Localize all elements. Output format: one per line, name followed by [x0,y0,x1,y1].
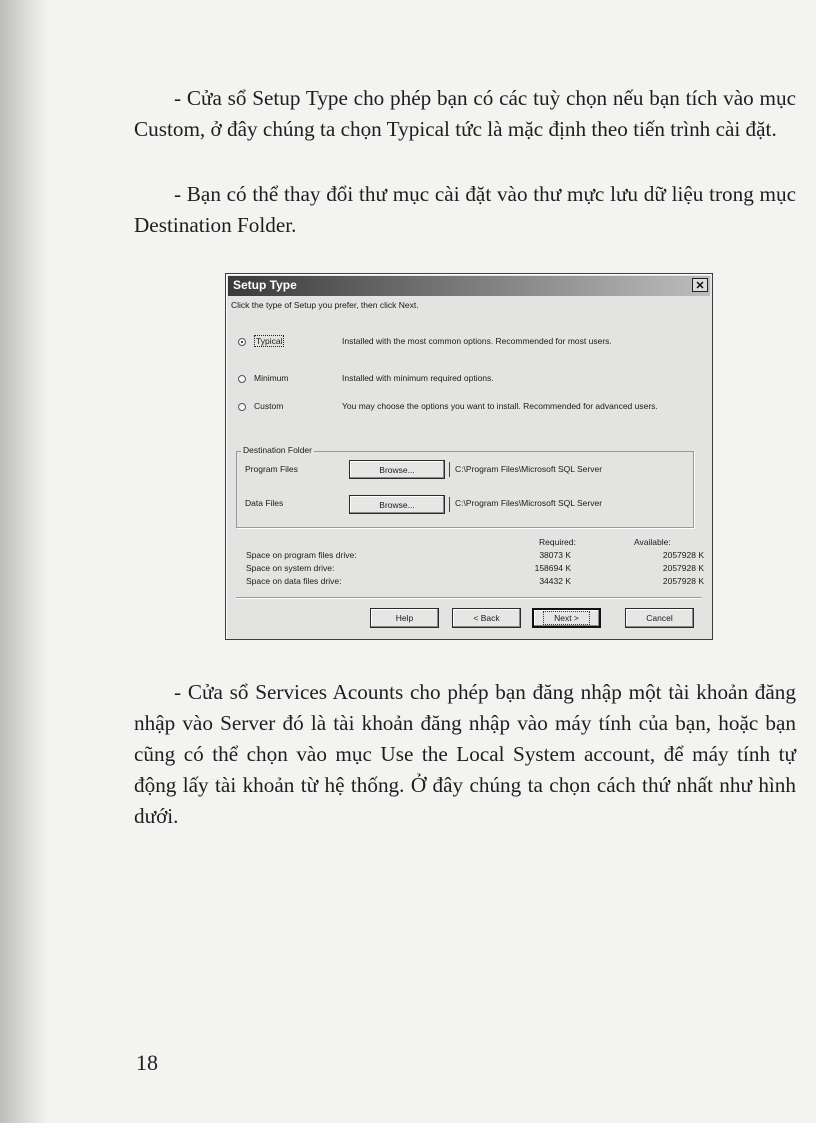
data-files-label: Data Files [245,498,284,508]
program-files-browse-button[interactable]: Browse... [349,460,445,479]
page-number: 18 [136,1050,158,1075]
help-button[interactable]: Help [370,608,439,628]
close-icon [696,281,704,289]
space-system-required: 158694 K [534,563,571,573]
dialog-titlebar [228,276,710,296]
path-divider [449,462,450,477]
space-system-label: Space on system drive: [246,563,335,573]
space-program-required: 38073 K [539,550,571,560]
setup-type-dialog [225,273,713,640]
next-button-label: Next > [543,611,590,625]
option-minimum-description: Installed with minimum required options. [342,373,494,383]
dialog-title: Setup Type [233,278,297,292]
close-button[interactable] [692,278,708,292]
option-custom-description: You may choose the options you want to install. Recommended for advanced users. [342,401,658,411]
destination-folder-group [236,445,694,528]
radio-custom[interactable] [238,403,246,411]
radio-typical[interactable] [238,338,246,346]
space-program-label: Space on program files drive: [246,550,357,560]
option-custom-label: Custom [254,401,284,411]
option-typical-label: Typical [256,336,283,346]
space-program-available: 2057928 K [662,550,704,560]
available-header: Available: [634,537,671,547]
paragraph-setup-type: - Cửa sổ Setup Type cho phép bạn có các tuỳ chọn nếu bạn tích vào mục Custom, ở đây chúng ta chọn Typical tức là mặc định theo tiến trình cài đặt. [134,86,796,141]
page-gutter-shade [0,0,48,1123]
space-data-label: Space on data files drive: [246,576,342,586]
path-divider [449,497,450,512]
radio-minimum[interactable] [238,375,246,383]
space-data-available: 2057928 K [662,576,704,586]
program-files-path: C:\Program Files\Microsoft SQL Server [455,464,603,474]
paragraph-services-accounts: - Cửa sổ Services Acounts cho phép bạn đăng nhập một tài khoản đăng nhập vào Server đó là tài khoản đăng nhập vào máy tính của bạn, hoặc bạn cũng có thể chọn vào mục Use the Local System account, để máy tính tự động lấy tài khoản từ hệ thống. Ở đây chúng ta chọn cách thứ nhất như hình dưới. [134,680,796,828]
option-minimum-label: Minimum [254,373,289,383]
data-files-path: C:\Program Files\Microsoft SQL Server [455,498,603,508]
next-button[interactable] [532,608,601,628]
required-header: Required: [539,537,576,547]
back-button[interactable]: < Back [452,608,521,628]
paragraph-destination-folder: - Bạn có thể thay đổi thư mục cài đặt vào thư mực lưu dữ liệu trong mục Destination Folder. [134,182,796,237]
destination-folder-label: Destination Folder [243,445,312,455]
cancel-button[interactable]: Cancel [625,608,694,628]
space-system-available: 2057928 K [662,563,704,573]
button-separator [236,597,702,598]
data-files-browse-button[interactable]: Browse... [349,495,445,514]
option-typical-description: Installed with the most common options. Recommended for most users. [342,336,612,346]
program-files-label: Program Files [245,464,298,474]
dialog-instruction: Click the type of Setup you prefer, then click Next. [231,300,419,310]
space-data-required: 34432 K [539,576,571,586]
